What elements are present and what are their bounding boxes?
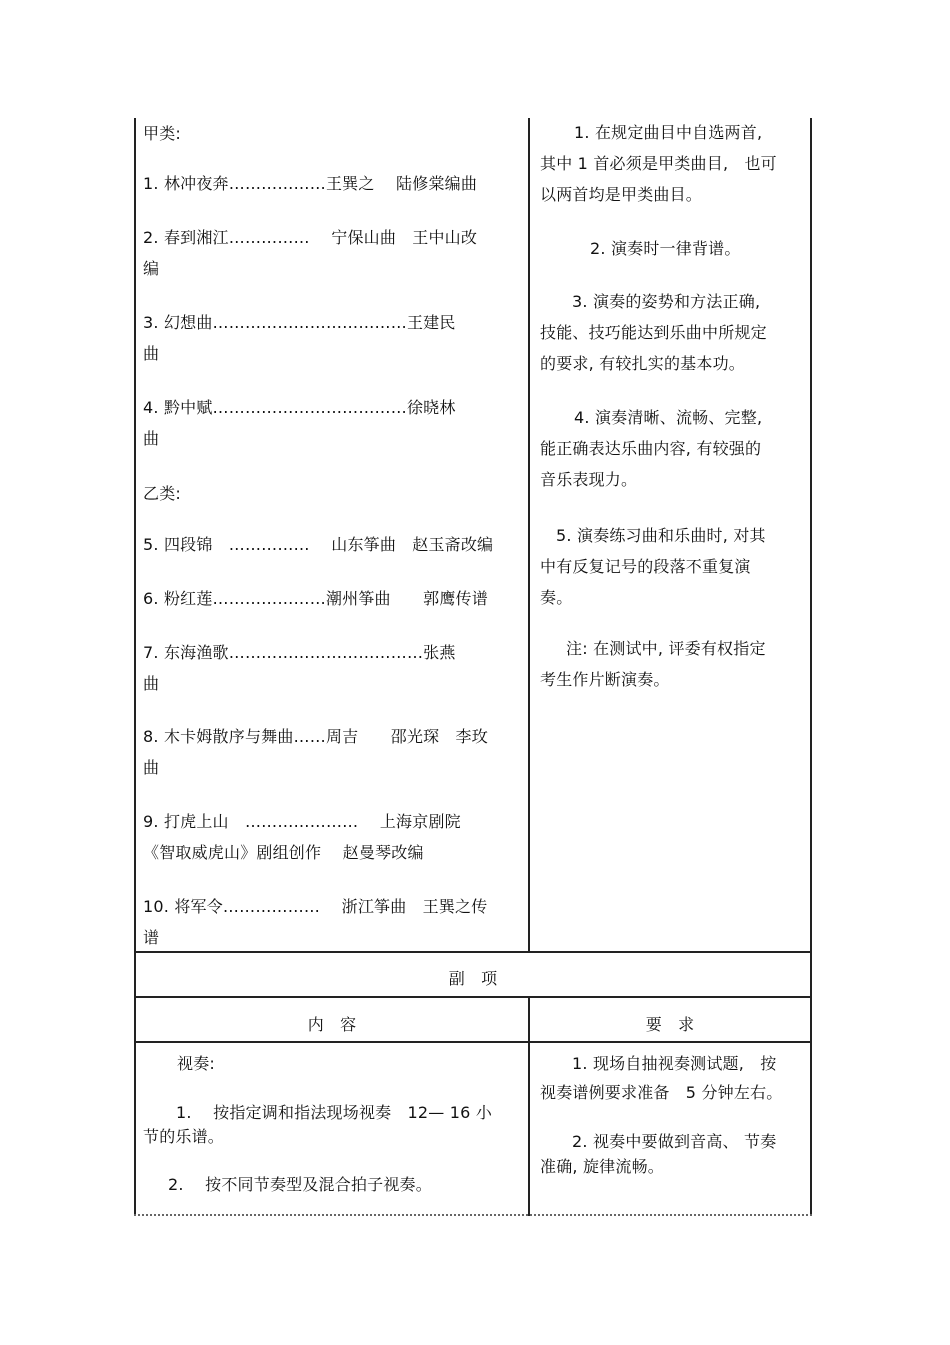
row-divider-content — [134, 1041, 812, 1043]
note-line-1: 注: 在测试中, 评委有权指定 — [566, 639, 766, 658]
requirement-4-cont: 能正确表达乐曲内容, 有较强的 — [540, 439, 762, 458]
piece-6: 6. 粉红莲…………………潮州筝曲 郭鹰传谱 — [143, 589, 488, 608]
piece-4: 4. 黔中赋………………………………徐晓林 — [143, 398, 456, 417]
piece-7-cont: 曲 — [143, 674, 160, 693]
sight-reading-item-1: 1. 按指定调和指法现场视奏 12— 16 小 — [176, 1103, 493, 1122]
sight-req-1-cont: 视奏谱例要求准备 5 分钟左右。 — [540, 1083, 783, 1102]
category-a-heading: 甲类: — [143, 124, 181, 143]
requirement-3-cont2: 的要求, 有较扎实的基本功。 — [540, 354, 745, 373]
table-bottom-border — [134, 1214, 812, 1216]
requirement-5: 5. 演奏练习曲和乐曲时, 对其 — [556, 526, 766, 545]
requirement-2: 2. 演奏时一律背谱。 — [590, 239, 741, 258]
piece-5: 5. 四段锦 …………… 山东筝曲 赵玉斋改编 — [143, 535, 494, 554]
sight-req-2: 2. 视奏中要做到音高、 节奏 — [572, 1132, 777, 1151]
requirement-3-cont: 技能、技巧能达到乐曲中所规定 — [540, 323, 767, 342]
column-divider-upper — [528, 118, 530, 952]
requirement-3: 3. 演奏的姿势和方法正确, — [572, 292, 761, 311]
row-divider-headers — [134, 996, 812, 998]
sight-reading-item-1-cont: 节的乐谱。 — [143, 1127, 225, 1146]
sight-req-1: 1. 现场自抽视奏测试题, 按 — [572, 1054, 777, 1073]
requirement-5-cont2: 奏。 — [540, 588, 573, 607]
table-right-border — [810, 118, 812, 1216]
requirement-4: 4. 演奏清晰、流畅、完整, — [574, 408, 763, 427]
piece-2-cont: 编 — [143, 259, 160, 278]
sight-reading-heading: 视奏: — [177, 1054, 215, 1073]
piece-3: 3. 幻想曲………………………………王建民 — [143, 313, 456, 332]
column-header-content: 内 容 — [307, 1015, 357, 1034]
piece-4-cont: 曲 — [143, 429, 160, 448]
note-line-2: 考生作片断演奏。 — [540, 670, 670, 689]
piece-2: 2. 春到湘江…………… 宁保山曲 王中山改 — [143, 228, 478, 247]
piece-8-cont: 曲 — [143, 758, 160, 777]
piece-9-cont: 《智取威虎山》剧组创作 赵曼琴改编 — [143, 843, 424, 862]
piece-9: 9. 打虎上山 ………………… 上海京剧院 — [143, 812, 461, 831]
category-b-heading: 乙类: — [143, 484, 181, 503]
piece-10-cont: 谱 — [143, 928, 160, 947]
sight-reading-item-2: 2. 按不同节奏型及混合拍子视奏。 — [168, 1175, 432, 1194]
column-header-requirement: 要 求 — [645, 1015, 695, 1034]
requirement-4-cont2: 音乐表现力。 — [540, 470, 638, 489]
piece-8: 8. 木卡姆散序与舞曲……周吉 邵光琛 李玫 — [143, 727, 488, 746]
piece-10: 10. 将军令……………… 浙江筝曲 王巽之传 — [143, 897, 488, 916]
piece-3-cont: 曲 — [143, 344, 160, 363]
piece-7: 7. 东海渔歌………………………………张燕 — [143, 643, 456, 662]
table-left-border — [134, 118, 136, 1216]
requirement-5-cont: 中有反复记号的段落不重复演 — [540, 557, 751, 576]
requirement-1: 1. 在规定曲目中自选两首, — [574, 123, 763, 142]
requirement-1-cont: 其中 1 首必须是甲类曲目, 也可 — [540, 154, 777, 173]
piece-1: 1. 林冲夜奔………………王巽之 陆修棠编曲 — [143, 174, 478, 193]
sight-req-2-cont: 准确, 旋律流畅。 — [540, 1157, 664, 1176]
requirement-1-cont2: 以两首均是甲类曲目。 — [540, 185, 703, 204]
row-divider-secondary — [134, 951, 812, 953]
secondary-title: 副 项 — [448, 969, 498, 988]
